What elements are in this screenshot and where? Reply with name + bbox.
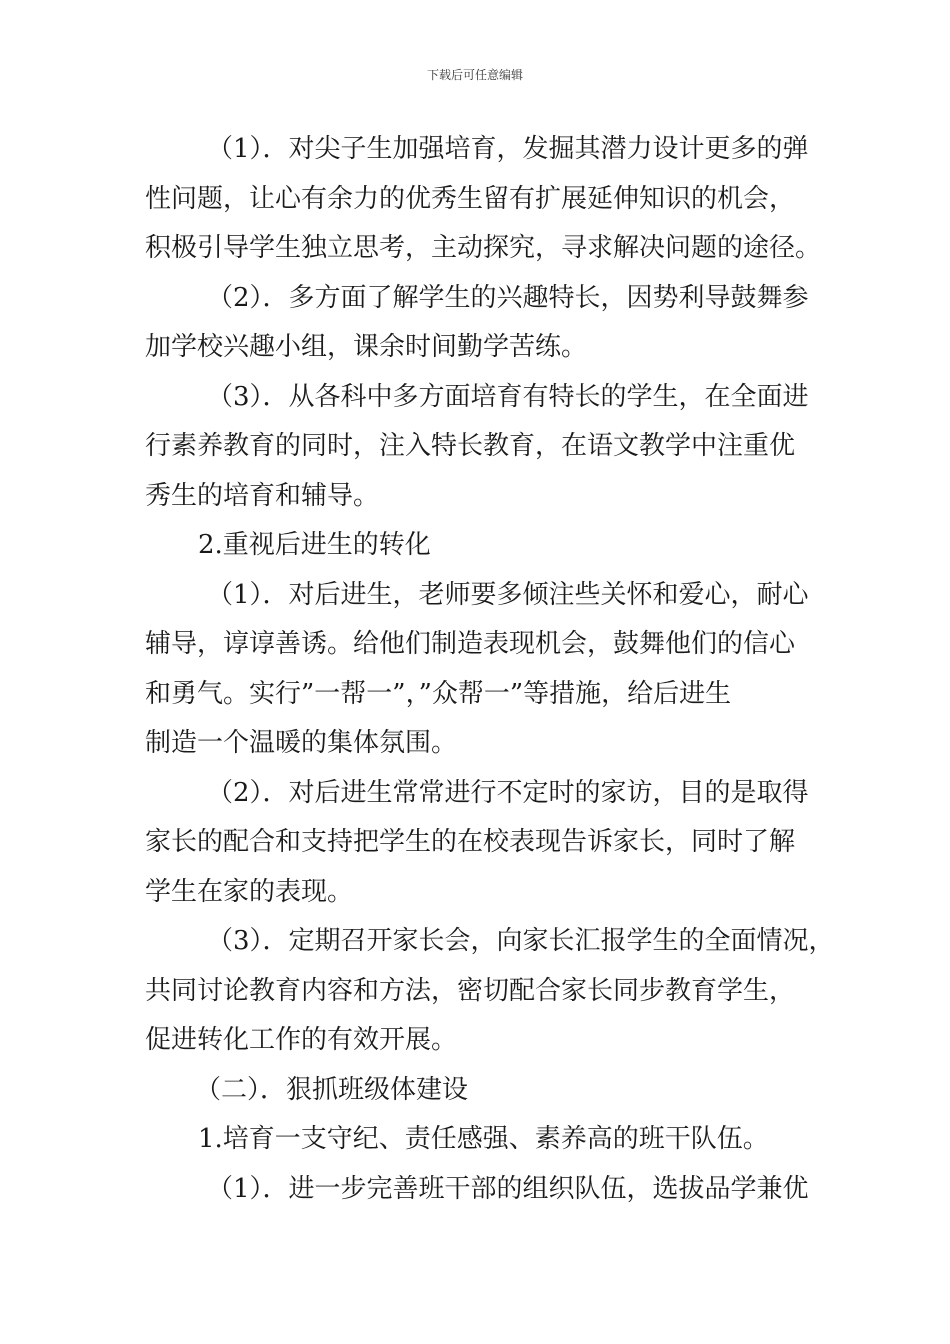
page-header-note: 下载后可任意编辑 [426,68,523,82]
paragraph-line: 制造一个温暖的集体氛围。 [145,728,458,758]
section-heading: 2.重视后进生的转化 [198,530,431,560]
paragraph-line: 家长的配合和支持把学生的在校表现告诉家长，同时了解 [145,827,796,857]
section-heading: 1.培育一支守纪、责任感强、素养高的班干队伍。 [198,1124,769,1154]
paragraph-line: （1）．进一步完善班干部的组织队伍，选拔品学兼优 [207,1173,809,1204]
section-heading: （二）．狠抓班级体建设 [195,1074,469,1105]
paragraph-line: （2）．多方面了解学生的兴趣特长，因势利导鼓舞参 [207,282,809,313]
paragraph-line: 辅导，谆谆善诱。给他们制造表现机会，鼓舞他们的信心 [145,629,796,659]
document-body [145,125,835,1214]
paragraph-line: 性问题，让心有余力的优秀生留有扩展延伸知识的机会， [145,183,796,214]
paragraph-line: 共同讨论教育内容和方法，密切配合家长同步教育学生， [145,975,796,1006]
paragraph-line: （1）．对尖子生加强培育，发掘其潜力设计更多的弹 [207,134,809,164]
paragraph-line: （3）．定期召开家长会，向家长汇报学生的全面情况， [207,926,835,956]
paragraph-line: 秀生的培育和辅导。 [145,480,380,511]
paragraph-line: 行素养教育的同时，注入特长教育，在语文教学中注重优 [145,431,796,461]
paragraph-line: 加学校兴趣小组，课余时间勤学苦练。 [145,332,588,362]
paragraph-line: 和勇气。实行”一帮一”，”众帮一”等措施，给后进生 [145,678,732,709]
paragraph-line: （1）．对后进生，老师要多倾注些关怀和爱心，耐心 [207,579,809,610]
paragraph-line: 学生在家的表现。 [145,876,354,907]
paragraph-line: （2）．对后进生常常进行不定时的家访，目的是取得 [207,777,809,808]
paragraph-line: 积极引导学生独立思考，主动探究，寻求解决问题的途径。 [145,233,822,263]
paragraph-line: （3）．从各科中多方面培育有特长的学生，在全面进 [207,381,809,412]
paragraph-line: 促进转化工作的有效开展。 [145,1025,458,1055]
